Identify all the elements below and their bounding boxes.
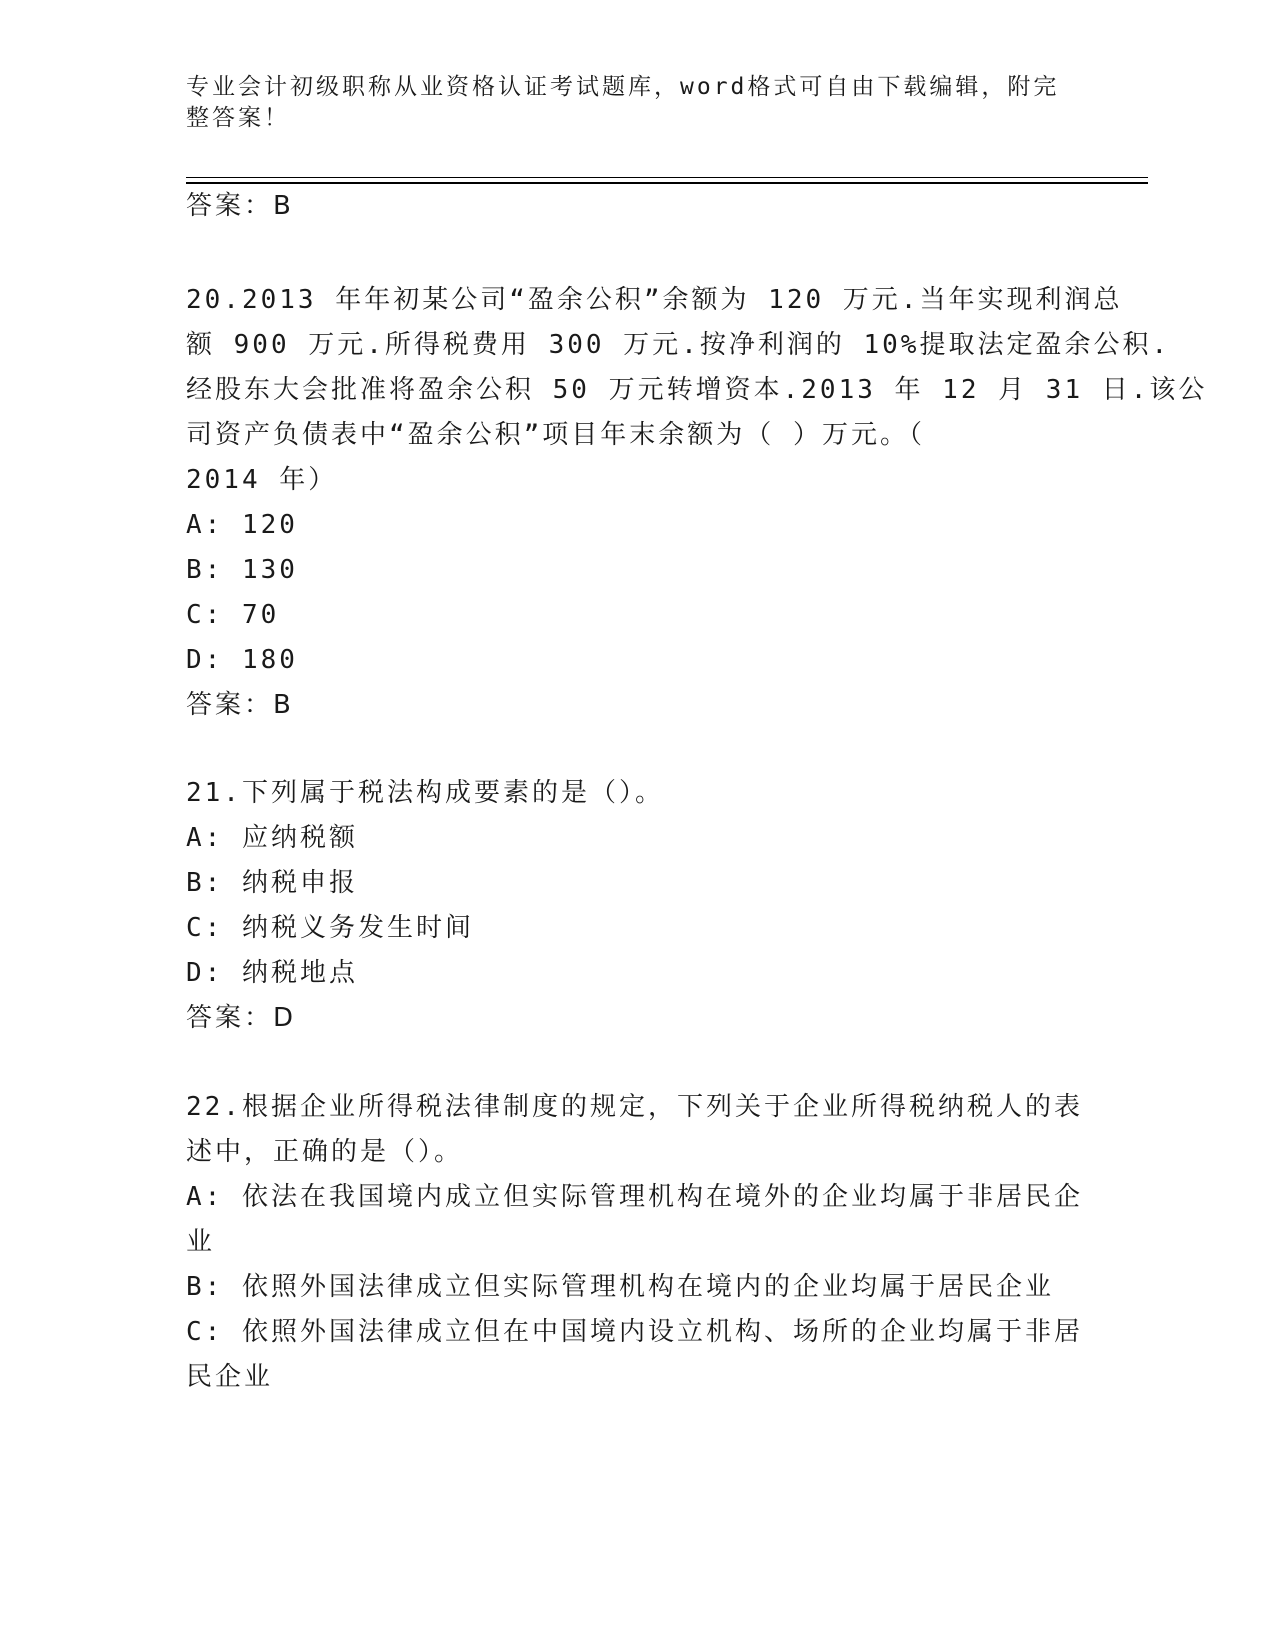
q22-option-b: B: 依照外国法律成立但实际管理机构在境内的企业均属于居民企业: [186, 1272, 1054, 1302]
q21-option-c: C: 纳税义务发生时间: [186, 913, 474, 943]
previous-answer: 答案：B: [186, 191, 294, 221]
q20-answer: 答案：B: [186, 690, 294, 720]
q21-option-d: D: 纳税地点: [186, 958, 358, 988]
q21-answer: 答案：D: [186, 1003, 297, 1033]
q22-stem-line-2: 述中，正确的是（）。: [186, 1137, 464, 1167]
q21-stem: 21.下列属于税法构成要素的是（）。: [186, 778, 664, 808]
q20-stem-line-2: 额 900 万元.所得税费用 300 万元.按净利润的 10%提取法定盈余公积.: [186, 330, 1171, 360]
q22-option-a-line-2: 业: [186, 1227, 216, 1257]
q22-option-c-line-1: C: 依照外国法律成立但在中国境内设立机构、场所的企业均属于非居: [186, 1317, 1083, 1347]
q20-stem-line-5: 2014 年）: [186, 465, 338, 495]
document-header: 专业会计初级职称从业资格认证考试题库，word格式可自由下载编辑，附完整答案！: [186, 74, 1060, 131]
q21-option-a: A: 应纳税额: [186, 823, 358, 853]
q22-option-c-line-2: 民企业: [186, 1362, 274, 1392]
q22-option-a-line-1: A: 依法在我国境内成立但实际管理机构在境外的企业均属于非居民企: [186, 1182, 1083, 1212]
header-divider-thin: [186, 177, 1148, 178]
q20-option-d: D: 180: [186, 645, 298, 675]
header-divider-thick: [186, 182, 1148, 184]
q21-option-b: B: 纳税申报: [186, 868, 358, 898]
q20-option-c: C: 70: [186, 600, 280, 630]
q20-stem-line-4: 司资产负债表中“盈余公积”项目年末余额为（ ）万元。（: [186, 420, 925, 450]
q20-option-a: A: 120: [186, 510, 298, 540]
q20-stem-line-1: 20.2013 年年初某公司“盈余公积”余额为 120 万元.当年实现利润总: [186, 285, 1123, 315]
q20-option-b: B: 130: [186, 555, 298, 585]
q22-stem-line-1: 22.根据企业所得税法律制度的规定，下列关于企业所得税纳税人的表: [186, 1092, 1083, 1122]
q20-stem-line-3: 经股东大会批准将盈余公积 50 万元转增资本.2013 年 12 月 31 日.该公: [186, 375, 1208, 405]
